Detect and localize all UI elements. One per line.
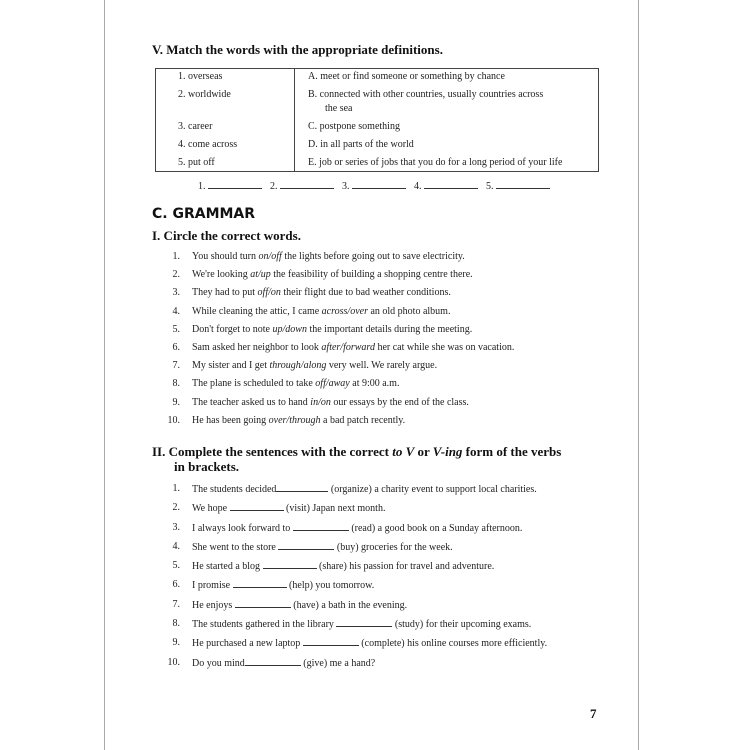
- list-item: 6. Sam asked her neighbor to look after/forward her cat while she was on vacation.: [172, 341, 515, 353]
- list-item: 10. He has been going over/through a bad patch recently.: [167, 414, 406, 426]
- answer-blank[interactable]: [276, 483, 328, 492]
- word-choice[interactable]: after/forward: [321, 341, 375, 353]
- word-cell: 3. career: [156, 116, 295, 134]
- word-choice[interactable]: over/through: [268, 414, 321, 426]
- definition-cell: A. meet or find someone or something by chance: [295, 69, 599, 85]
- definition-cell: D. in all parts of the world: [295, 134, 599, 152]
- answer-blank[interactable]: [293, 522, 349, 531]
- table-row: [156, 116, 599, 134]
- list-item: 1. You should turn on/off the lights before going out to save electricity.: [172, 251, 465, 262]
- word-cell: 1. overseas: [156, 69, 295, 85]
- word-choice[interactable]: at/up: [250, 269, 271, 281]
- answer-blank[interactable]: [263, 560, 317, 569]
- list-item: 9. The teacher asked us to hand in/on our essays by the end of the class.: [172, 396, 469, 408]
- answer-slot[interactable]: 1.: [198, 180, 262, 192]
- word-choice[interactable]: across/over: [321, 305, 368, 317]
- word-choice[interactable]: up/down: [272, 323, 307, 335]
- list-item: 7. My sister and I get through/along very well. We rarely argue.: [172, 360, 438, 372]
- answer-slot[interactable]: 2.: [270, 180, 334, 192]
- list-item: 7. He enjoys (have) a bath in the evening.: [172, 598, 408, 611]
- table-row: [156, 152, 599, 172]
- table-row: [156, 84, 599, 116]
- grammar-heading: C. GRAMMAR: [152, 206, 256, 222]
- list-item: 5. Don't forget to note up/down the important details during the meeting.: [172, 323, 473, 335]
- word-choice[interactable]: off/on: [257, 287, 281, 299]
- matching-table: [155, 68, 599, 172]
- answer-blank[interactable]: [235, 599, 291, 608]
- word-choice[interactable]: off/away: [315, 378, 350, 390]
- left-margin-rule: [104, 0, 105, 750]
- list-item: 3. They had to put off/on their flight due to bad weather conditions.: [172, 287, 451, 299]
- list-item: 3. I always look forward to (read) a good book on a Sunday afternoon.: [172, 521, 523, 534]
- word-choice[interactable]: in/on: [310, 396, 331, 408]
- answer-blank[interactable]: [278, 541, 334, 550]
- list-item: 8. The plane is scheduled to take off/away at 9:00 a.m.: [172, 378, 400, 390]
- circle-exercise-list: [164, 250, 514, 432]
- list-item: 6. I promise (help) you tomorrow.: [172, 579, 375, 592]
- list-item: 9. He purchased a new laptop (complete) his online courses more efficiently.: [172, 637, 548, 650]
- definition-text: B. connected with other countries, usually countries across: [308, 89, 544, 100]
- table-row: [156, 134, 599, 152]
- part-i-title: I. Circle the correct words.: [152, 228, 301, 243]
- answer-blank[interactable]: [303, 637, 359, 646]
- answer-blank[interactable]: [233, 579, 287, 588]
- part-ii-title: II. Complete the sentences with the correct to V or V-ing form of the verbs in brackets.: [152, 444, 562, 474]
- word-cell: 5. put off: [156, 152, 295, 172]
- list-item: 5. He started a blog (share) his passion for travel and adventure.: [172, 560, 495, 573]
- answer-slot[interactable]: 5.: [486, 180, 550, 192]
- list-item: 2. We're looking at/up the feasibility of building a shopping centre there.: [172, 269, 473, 281]
- table-row: [156, 69, 599, 85]
- definition-cell: C. postpone something: [295, 116, 599, 134]
- word-cell: 4. come across: [156, 134, 295, 152]
- word-choice[interactable]: through/along: [269, 360, 327, 372]
- list-item: 4. While cleaning the attic, I came across/over an old photo album.: [172, 305, 451, 317]
- list-item: 1. The students decided (organize) a charity event to support local charities.: [172, 483, 537, 495]
- fill-in-exercise-list: [164, 483, 600, 676]
- word-choice[interactable]: on/off: [258, 251, 282, 262]
- answer-blank[interactable]: [230, 502, 284, 511]
- word-cell: 2. worldwide: [156, 84, 295, 116]
- definition-text-cont: the sea: [325, 103, 353, 114]
- answer-slot[interactable]: 3.: [342, 180, 406, 192]
- answer-blank[interactable]: [245, 657, 301, 666]
- definition-cell: E. job or series of jobs that you do for a long period of your life: [295, 152, 599, 172]
- section-v-title: V. Match the words with the appropriate definitions.: [152, 42, 443, 57]
- definition-cell: [295, 84, 599, 116]
- list-item: 4. She went to the store (buy) groceries for the week.: [172, 540, 453, 553]
- page-number: 7: [590, 706, 597, 721]
- list-item: 10. Do you mind (give) me a hand?: [167, 656, 376, 669]
- list-item: 8. The students gathered in the library (study) for their upcoming exams.: [172, 618, 532, 631]
- right-margin-rule: [638, 0, 639, 750]
- answer-blanks: [198, 180, 558, 192]
- list-item: 2. We hope (visit) Japan next month.: [172, 502, 386, 515]
- answer-blank[interactable]: [336, 618, 392, 627]
- answer-slot[interactable]: 4.: [414, 180, 478, 192]
